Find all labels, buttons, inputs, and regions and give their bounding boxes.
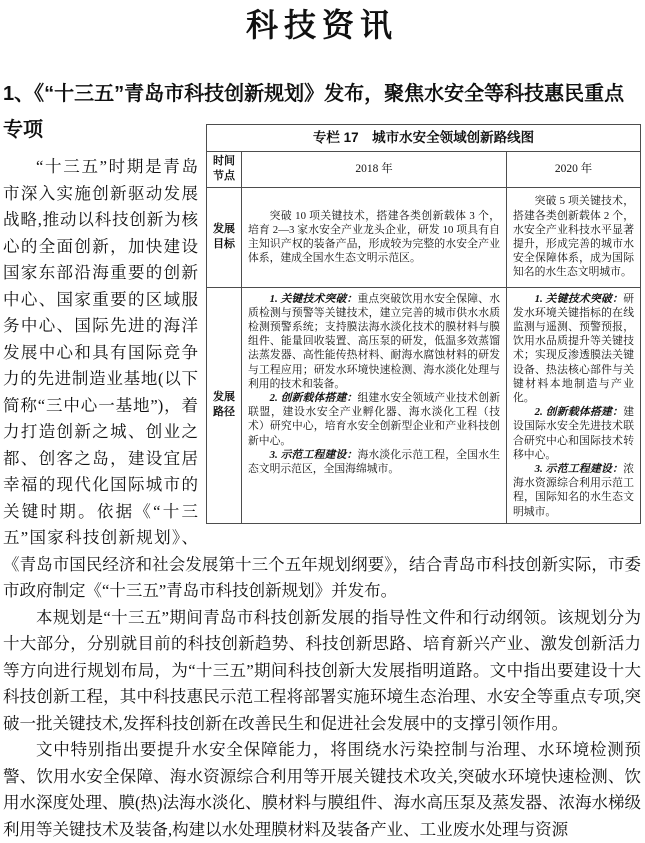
path-2018-item-1: [248, 292, 500, 391]
paragraph-3-text: 文中特别指出要提升水安全保障能力，将围绕水污染控制与治理、水环境检测预警、饮用水安全保障、海水资源综合利用等开展关键技术攻关,突破水环境快速检测、饮用水深度处理、膜(热)法海水淡化、膜材料与膜组件、海水高压泵及蒸发器、浓海水梯级利用等关键技术及装备,构建以水处理膜材料及装备产业、工业废水处理与资源: [3, 740, 641, 839]
path-2020-item-3: [513, 462, 634, 519]
row-header-goal: 发展目标: [207, 187, 242, 287]
path-2018-item-2: [248, 391, 500, 448]
roadmap-table: [206, 124, 641, 524]
paragraph-1: [3, 130, 641, 605]
article-heading: 1、《“十三五”青岛市科技创新规划》发布，聚焦水安全等科技惠民重点专项: [3, 83, 625, 141]
path-2018-item-2-lead: 2. 创新载体搭建：: [269, 391, 358, 404]
goal-2018-text: 突破 10 项关键技术，搭建各类创新载体 3 个，培育 2—3 家水安全产业龙头企业，研发 10 项具有自主知识产权的装备产品，形成较为完整的水安全产业体系，建成全国水生态文明示范区。: [248, 209, 500, 265]
paragraph-2-text: 本规划是“十三五”期间青岛市科技创新发展的指导性文件和行动纲领。该规划分为十大部分，分别就目前的科技创新趋势、科技创新思路、培育新兴产业、激发创新活力等方向进行规划布局，为“十三五”期间科技创新大发展指明道路。文中指出要建设十大科技创新工程，其中科技惠民示范工程将部署实施环境生态治理、水安全等重点专项,突破一批关键技术,发挥科技创新在改善民生和促进社会发展中的支撑引领作用。: [3, 607, 641, 733]
col-header-2018: 2018 年: [242, 152, 507, 188]
path-2018-item-1-text: 重点突破饮用水安全保障、水质检测与预警等关键技术，建立完善的城市供水水质检测预警系统；支持膜法海水淡化技术的膜材料与膜组件、能量回收装置、高压泵的研发，低温多效蒸馏法蒸发器、高性能传热材料、耐海水腐蚀材料的研发与工程应用；研发水环境快速检测、海水淡化处理与利用的技术和装备。: [248, 292, 500, 390]
path-2018-item-3-lead: 3. 示范工程建设：: [269, 448, 358, 461]
table-title-row: [207, 125, 641, 152]
path-2020-item-3-text: 浓海水资源综合利用示范工程，国际知名的水生态文明城市。: [513, 462, 634, 518]
goal-2020-text: 突破 5 项关键技术，搭建各类创新载体 2 个，水安全产业科技水平显著提升，形成完善的城市水安全保障体系，成为国际知名的水生态文明城市。: [513, 195, 634, 279]
table-path-row: [207, 287, 641, 523]
path-2018-cell: [242, 287, 507, 523]
path-2018-item-1-lead: 1. 关键技术突破：: [269, 292, 358, 305]
col-header-2020: 2020 年: [507, 152, 641, 188]
path-2020-item-1-text: 研发水环境关键指标的在线监测与遥测、预警预报，饮用水品质提升等关键技术；实现反渗透膜法关键设备、热法核心部件与关键材料本地制造与产业化。: [513, 292, 634, 404]
path-2020-item-3-lead: 3. 示范工程建设：: [534, 462, 624, 475]
paragraph-3: [3, 737, 641, 843]
page-title: 科技资讯: [245, 7, 398, 43]
path-2018-item-2-text: 组建水安全领域产业技术创新联盟，建设水安全产业孵化器、海水淡化工程（技术）研究中心，培育水安全创新型企业和产业科技创新中心。: [248, 391, 500, 447]
row-header-time: 时间节点: [207, 152, 242, 188]
row-header-path: 发展路径: [207, 287, 242, 523]
table-goal-row: [207, 187, 641, 287]
goal-2018-cell: [242, 187, 507, 287]
path-2018-item-3: [248, 448, 500, 476]
path-2020-item-2: [513, 405, 634, 462]
table-header-row: [207, 152, 641, 188]
paragraph-1-text: “十三五”时期是青岛市深入实施创新驱动发展战略,推动以科技创新为核心的全面创新，加快建设国家东部沿海重要的创新中心、国家重要的区域服务中心、国际先进的海洋发展中心和具有国际竞争力的先进制造业基地(以下简称“三中心一基地”)，着力打造创新之城、创业之都、创客之岛，建设宜居幸福的现代化国际城市的关键时期。依据《“十三五”国家科技创新规划》、《青岛市国民经济和社会发展第十三个五年规划纲要》，结合青岛市科技创新实际，市委市政府制定《“十三五”青岛市科技创新规划》并发布。: [3, 157, 641, 600]
path-2020-cell: [507, 287, 641, 523]
path-2020-item-2-text: 建设国际水安全先进技术联合研究中心和国际技术转移中心。: [513, 406, 634, 461]
path-2018-item-3-text: 海水淡化示范工程，全国水生态文明示范区，全国海绵城市。: [248, 448, 500, 475]
goal-2020-cell: [507, 187, 641, 287]
table-title: 专栏 17 城市水安全领域创新路线图: [207, 125, 641, 152]
path-2020-item-1: [513, 292, 634, 406]
paragraph-2: [3, 605, 641, 738]
path-2020-item-1-lead: 1. 关键技术突破：: [534, 292, 624, 305]
path-2020-item-2-lead: 2. 创新载体搭建：: [534, 406, 624, 419]
